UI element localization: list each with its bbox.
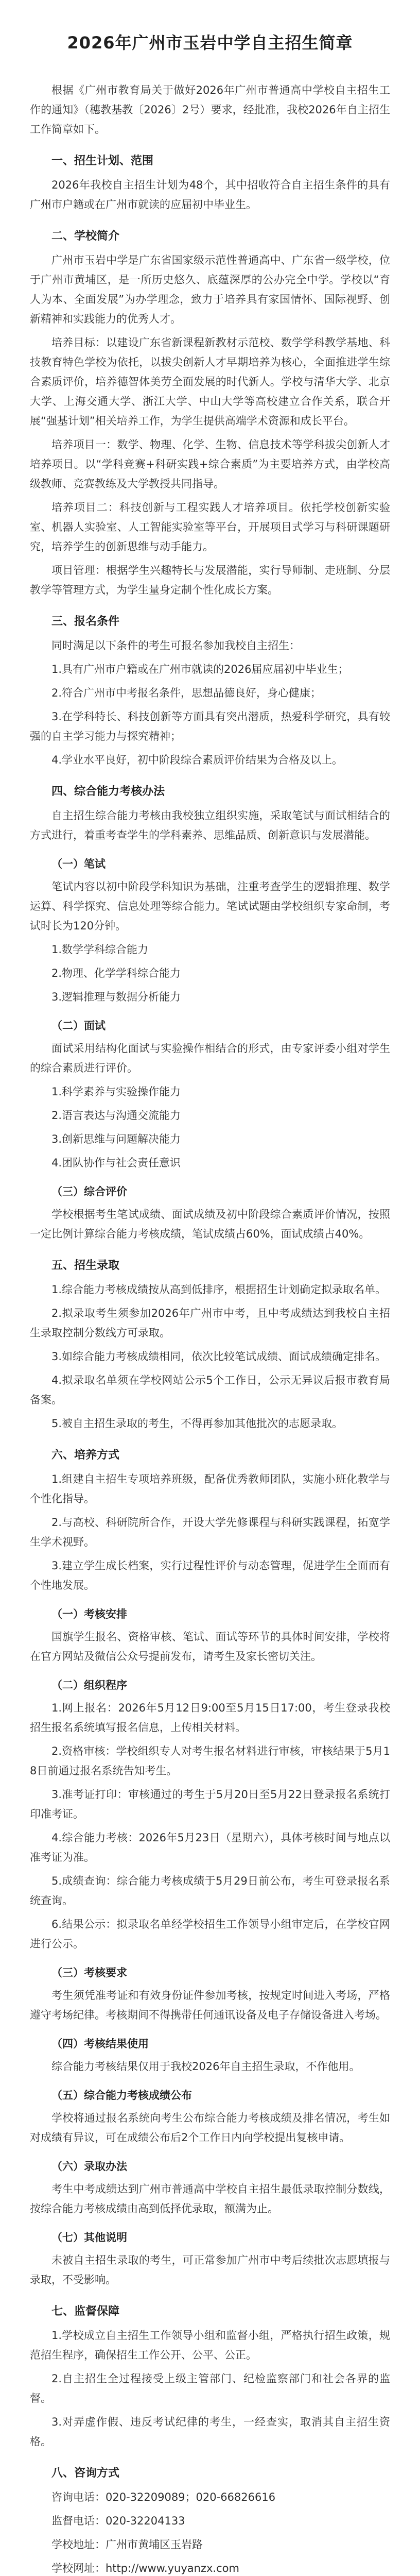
body-paragraph: 3.在学科特长、科技创新等方面具有突出潜质，热爱科学研究，具有较强的自主学习能力与探究精神；: [30, 710, 390, 742]
body-paragraph: 3.逻辑推理与数据分析能力: [51, 991, 181, 1003]
body-paragraph: 2.符合广州市中考报名条件，思想品德良好，身心健康；: [51, 687, 322, 699]
body-paragraph: 学校地址：广州市黄埔区玉岩路: [51, 2538, 203, 2551]
subsection-heading: （二）面试: [51, 1020, 106, 1032]
subsection-heading: （三）考核要求: [51, 1967, 127, 1979]
body-paragraph: 学校网址：http://www.yuyanzx.com: [51, 2562, 239, 2574]
body-paragraph: 1.具有广州市户籍或在广州市就读的2026届应届初中毕业生；: [51, 663, 349, 675]
body-paragraph: 3.准考证打印：审核通过的考生于5月20日至5月22日登录报名系统打印准考证。: [30, 1788, 390, 1820]
body-paragraph: 3.对弄虚作假、违反考试纪律的考生，一经查实，取消其自主招生资格。: [30, 2416, 390, 2448]
body-paragraph: 4.拟录取名单须在学校网站公示5个工作日，公示无异议后报市教育局备案。: [30, 1374, 390, 1406]
subsection-heading: （一）考核安排: [51, 1608, 127, 1620]
body-paragraph: 2.拟录取考生须参加2026年广州市中考，且中考成绩达到我校自主招生录取控制分数线方可录取。: [30, 1307, 390, 1339]
subsection-heading: （三）综合评价: [51, 1185, 127, 1198]
subsection-heading: （七）其他说明: [51, 2231, 127, 2244]
section-heading: 四、综合能力考核办法: [51, 785, 165, 798]
body-paragraph: 5.成绩查询：综合能力考核成绩于5月29日前公布，考生可登录报名系统查询。: [30, 1875, 390, 1907]
body-paragraph: 2.自主招生全过程接受上级主管部门、纪检监察部门和社会各界的监督。: [30, 2372, 390, 2404]
body-paragraph: 未被自主招生录取的考生，可正常参加广州市中考后续批次志愿填报与录取，不受影响。: [30, 2254, 390, 2286]
body-paragraph: 5.被自主招生录取的考生，不得再参加其他批次的志愿录取。: [51, 1417, 343, 1430]
body-paragraph: 3.创新思维与问题解决能力: [51, 1133, 181, 1145]
body-paragraph: 1.网上报名：2026年5月12日9:00至5月15日17:00，考生登录我校招生报名系统填写报名信息，上传相关材料。: [30, 1702, 390, 1734]
body-paragraph: 考生中考成绩达到广州市普通高中学校自主招生最低录取控制分数线，按综合能力考核成绩由高到低择优录取，额满为止。: [30, 2183, 390, 2215]
section-heading: 五、招生录取: [51, 1259, 120, 1272]
body-paragraph: 项目管理：根据学生兴趣特长与发展潜能，实行导师制、走班制、分层教学等管理方式，为学生量身定制个性化成长方案。: [30, 564, 390, 596]
subsection-heading: （六）录取办法: [51, 2160, 127, 2173]
subsection-heading: （二）组织程序: [51, 1679, 127, 1691]
body-paragraph: 面试采用结构化面试与实验操作相结合的形式，由专家评委小组对学生的综合素质进行评价。: [30, 1042, 390, 1074]
section-heading: 六、培养方式: [51, 1449, 120, 1462]
body-paragraph: 考生须凭准考证和有效身份证件参加考核，按规定时间进入考场，严格遵守考场纪律。考核期间不得携带任何通讯设备及电子存储设备进入考场。: [30, 1989, 390, 2021]
body-paragraph: 综合能力考核结果仅用于我校2026年自主招生录取，不作他用。: [51, 2060, 360, 2073]
body-paragraph: 培养目标：以建设广东省新课程新教材示范校、数学学科教学基地、科技教育特色学校为依托，以拔尖创新人才早期培养为核心，全面推进学生综合素质评价，培养德智体美劳全面发展的时代新人。学校与清华大学、北京大学、上海交通大学、浙江大学、中山大学等高校建立合作关系，联合开展“强基计划”相关培养工作，为学生提供高端学术资源和成长平台。: [30, 336, 390, 427]
body-paragraph: 4.团队协作与社会责任意识: [51, 1157, 181, 1169]
subsection-heading: （四）考核结果使用: [51, 2038, 149, 2050]
body-paragraph: 1.组建自主招生专项培养班级，配备优秀教师团队，实施小班化教学与个性化指导。: [30, 1473, 390, 1505]
document-body: [30, 80, 390, 2576]
body-paragraph: 2026年我校自主招生计划为48个，其中招收符合自主招生条件的具有广州市户籍或在广州市就读的应届初中毕业生。: [30, 179, 390, 211]
subsection-heading: （五）综合能力考核成绩公布: [51, 2089, 192, 2102]
section-heading: 三、报名条件: [51, 615, 120, 628]
body-paragraph: 2.与高校、科研院所合作，开设大学先修课程与科研实践课程，拓宽学生学术视野。: [30, 1516, 390, 1548]
body-paragraph: 学校根据考生笔试成绩、面试成绩及初中阶段综合素质评价情况，按照一定比例计算综合能力考核成绩，笔试成绩占60%，面试成绩占40%。: [30, 1208, 390, 1240]
body-paragraph: 1.数学学科综合能力: [51, 943, 149, 956]
body-paragraph: 2.资格审核：学校组织专人对考生报名材料进行审核，审核结果于5月18日前通过报名系统告知考生。: [30, 1745, 390, 1777]
body-paragraph: 同时满足以下条件的考生可报名参加我校自主招生：: [51, 639, 300, 652]
body-paragraph: 培养项目一：数学、物理、化学、生物、信息技术等学科拔尖创新人才培养项目。以“学科竞赛+科研实践+综合素质”为主要培养方式，由学校高级教师、竞赛教练及大学教授共同指导。: [30, 438, 390, 490]
body-paragraph: 3.如综合能力考核成绩相同，依次比较笔试成绩、面试成绩确定排名。: [51, 1350, 387, 1363]
body-paragraph: 1.学校成立自主招生工作领导小组和监督小组，严格执行招生政策，规范招生程序，确保招生工作公开、公平、公正。: [30, 2329, 390, 2361]
body-paragraph: 根据《广州市教育局关于做好2026年广州市普通高中学校自主招生工作的通知》（穗教基教〔2026〕2号）要求，经批准，我校2026年自主招生工作简章如下。: [30, 84, 390, 135]
body-paragraph: 咨询电话：020-32209089；020-66826616: [51, 2491, 276, 2503]
body-paragraph: 4.综合能力考核：2026年5月23日（星期六），具体考核时间与地点以准考证为准。: [30, 1832, 390, 1863]
body-paragraph: 4.学业水平良好，初中阶段综合素质评价结果为合格及以上。: [51, 754, 343, 766]
body-paragraph: 自主招生综合能力考核由我校独立组织实施，采取笔试与面试相结合的方式进行，着重考查学生的学科素养、思维品质、创新意识与发展潜能。: [30, 809, 390, 841]
body-paragraph: 笔试内容以初中阶段学科知识为基础，注重考查学生的逻辑推理、数学运算、科学探究、信息处理等综合能力。笔试试题由学校组织专家命制，考试时长为120分钟。: [30, 880, 390, 932]
body-paragraph: 3.建立学生成长档案，实行过程性评价与动态管理，促进学生全面而有个性地发展。: [30, 1560, 390, 1591]
body-paragraph: 1.科学素养与实验操作能力: [51, 1086, 181, 1098]
section-heading: 二、学校简介: [51, 230, 120, 243]
body-paragraph: 国旗学生报名、资格审核、笔试、面试等环节的具体时间安排，学校将在官方网站及微信公众号提前发布，请考生及家长密切关注。: [30, 1631, 390, 1663]
section-heading: 七、监督保障: [51, 2305, 120, 2318]
section-heading: 八、咨询方式: [51, 2467, 120, 2480]
body-paragraph: 2.物理、化学学科综合能力: [51, 967, 181, 979]
section-heading: 一、招生计划、范围: [51, 155, 154, 167]
body-paragraph: 培养项目二：科技创新与工程实践人才培养项目。依托学校创新实验室、机器人实验室、人工智能实验室等平台，开展项目式学习与科研课题研究，培养学生的创新思维与动手能力。: [30, 501, 390, 553]
document-title: 2026年广州市玉岩中学自主招生简章: [67, 33, 353, 53]
body-paragraph: 监督电话：020-32204133: [51, 2515, 185, 2527]
body-paragraph: 1.综合能力考核成绩按从高到低排序，根据招生计划确定拟录取名单。: [51, 1283, 387, 1296]
body-paragraph: 2.语言表达与沟通交流能力: [51, 1109, 181, 1122]
subsection-heading: （一）笔试: [51, 858, 106, 870]
body-paragraph: 广州市玉岩中学是广东省国家级示范性普通高中、广东省一级学校，位于广州市黄埔区，是一所历史悠久、底蕴深厚的公办完全中学。学校以“育人为本、全面发展”为办学理念，致力于培养具有家国情怀、国际视野、创新精神和实践能力的优秀人才。: [30, 254, 390, 325]
body-paragraph: 6.结果公示：拟录取名单经学校招生工作领导小组审定后，在学校官网进行公示。: [30, 1918, 390, 1950]
body-paragraph: 学校将通过报名系统向考生公布综合能力考核成绩及排名情况，考生如对成绩有异议，可在成绩公布后2个工作日内向学校提出复核申请。: [30, 2112, 390, 2144]
